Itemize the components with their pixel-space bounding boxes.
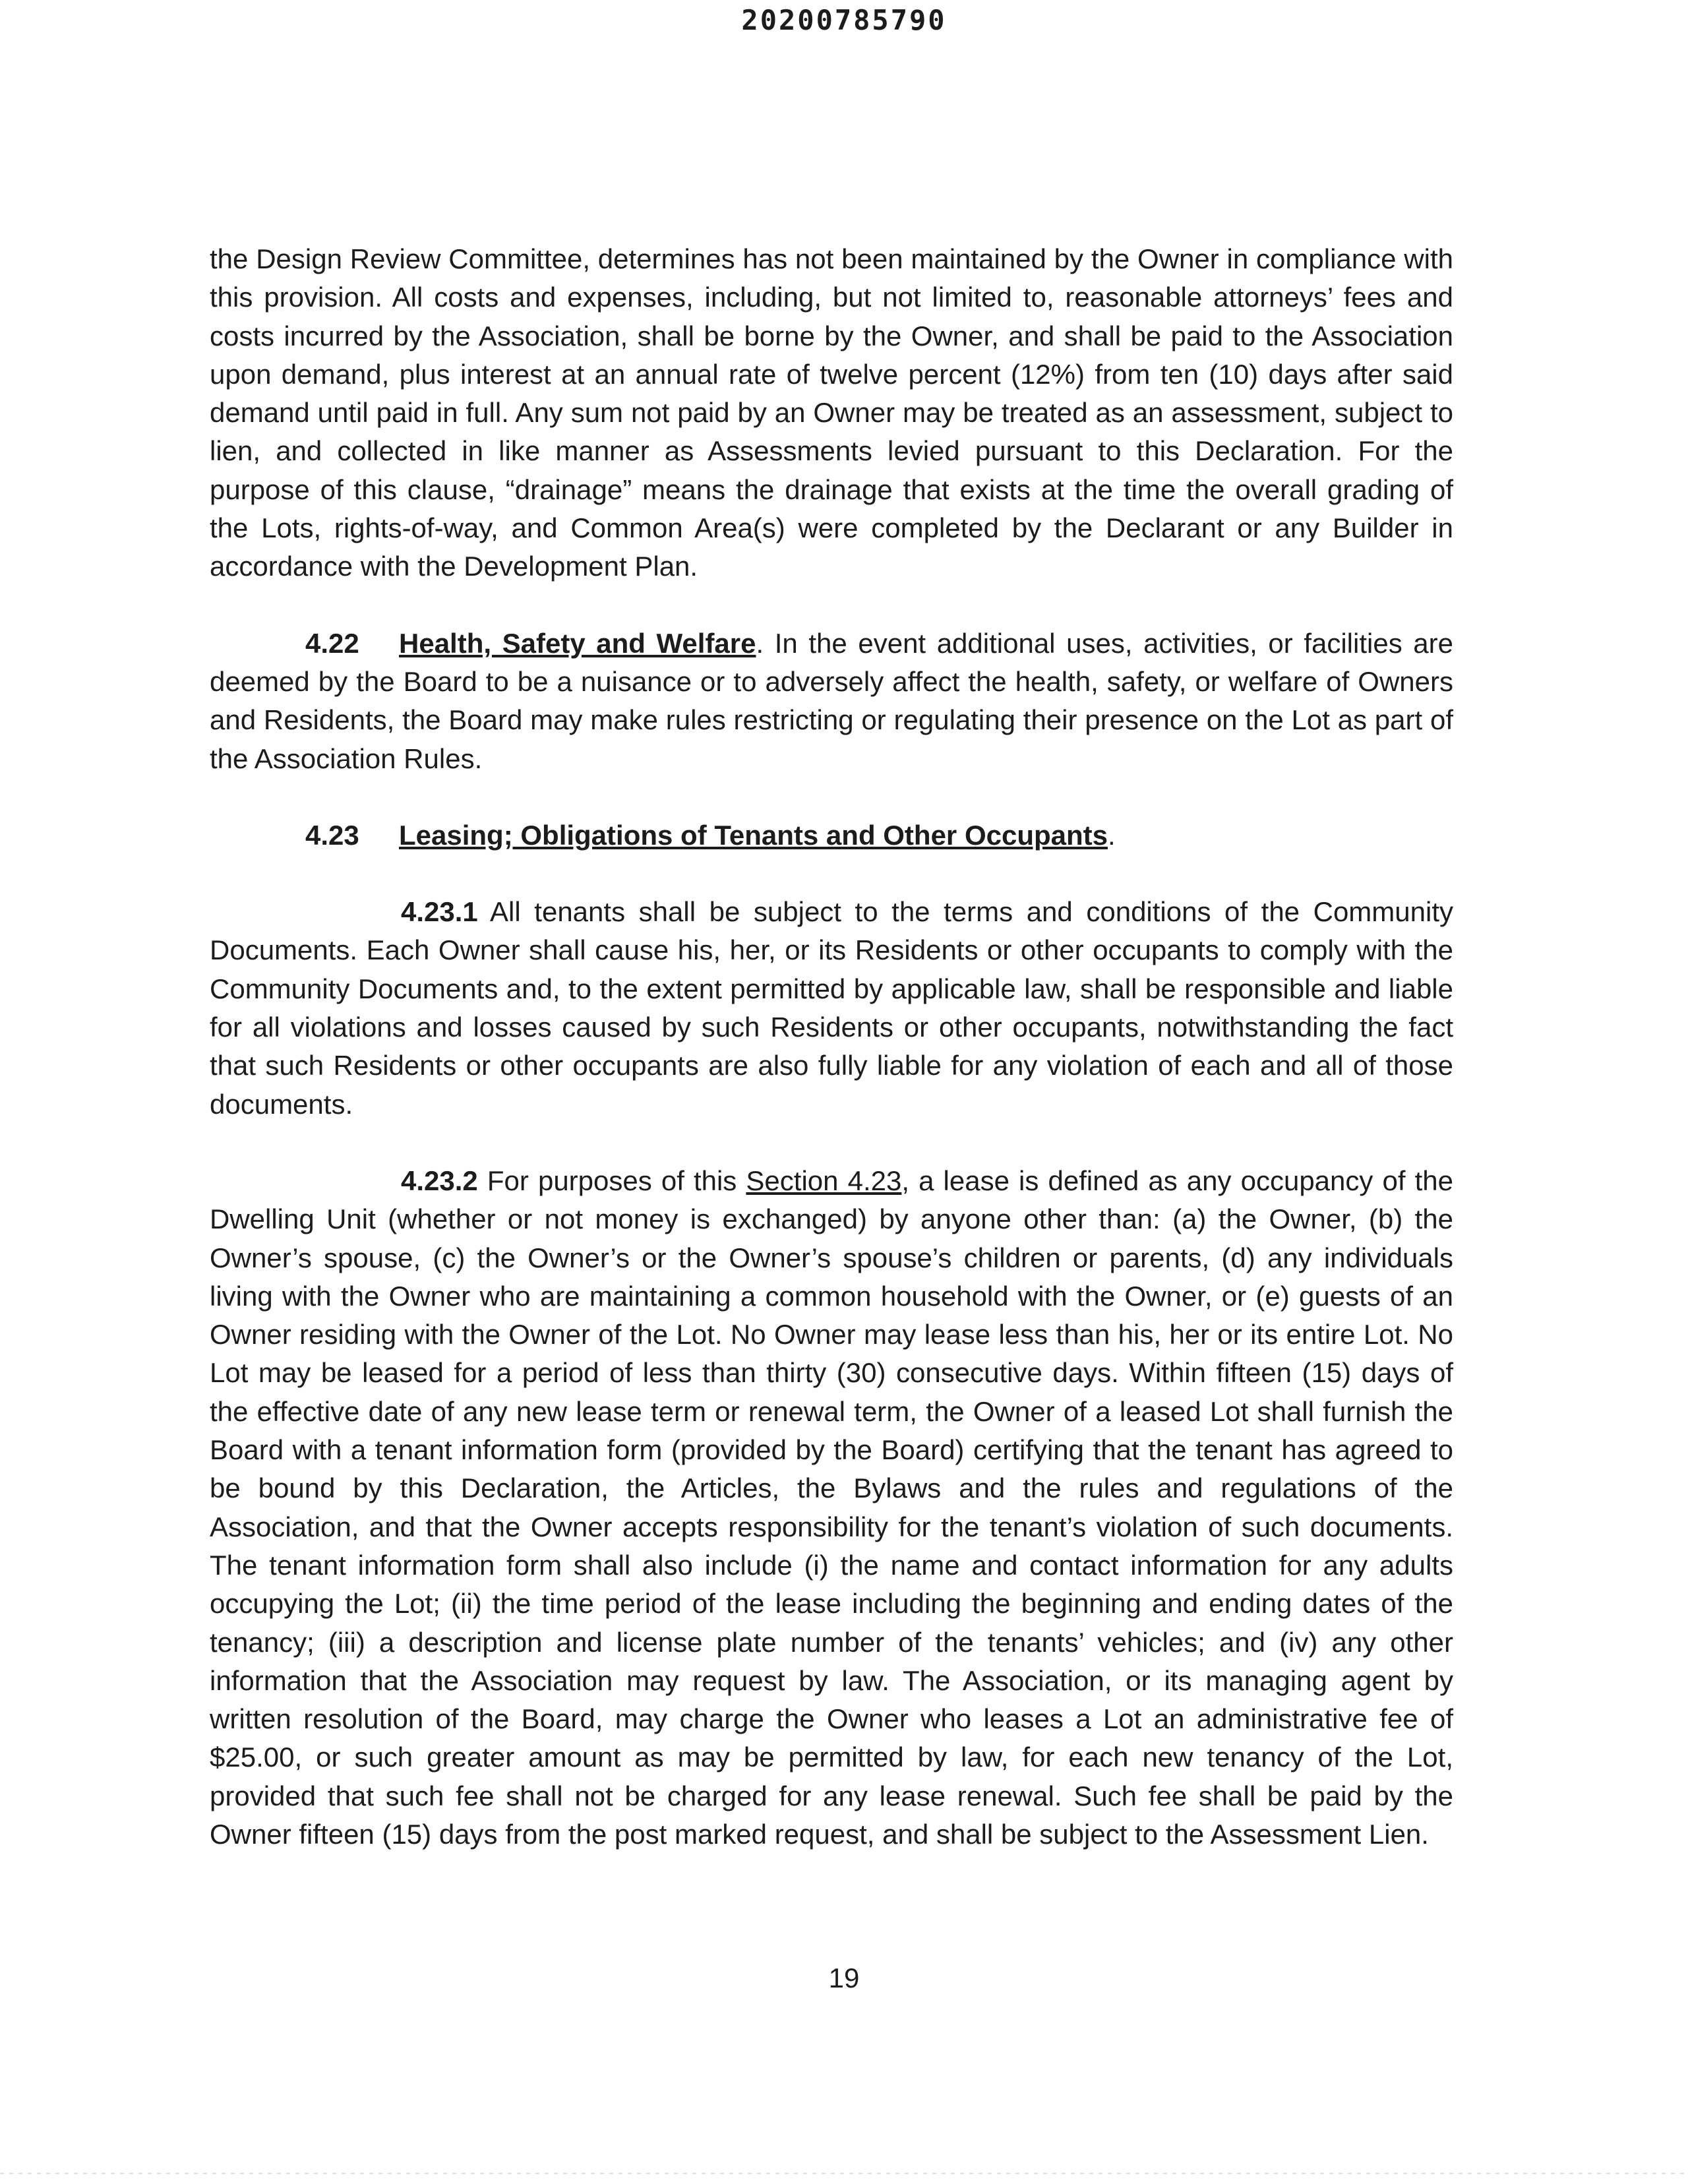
section-title: Leasing; Obligations of Tenants and Other Occupants [399, 819, 1108, 851]
page-body [210, 240, 1453, 1854]
section-4-23 [210, 816, 1453, 855]
subsection-4-23-1 [210, 893, 1453, 1124]
section-body: In the event additional uses, activities, or facilities are deemed by the Board to be a nuisance or to adversely affect the health, safety, or welfare of Owners and Residents, the Board may make rules restricting or regulating their presence on the Lot as part of the Association Rules. [210, 627, 1453, 774]
section-4-22 [210, 624, 1453, 778]
paragraph-drainage [210, 240, 1453, 586]
scan-edge-artifact [0, 2173, 1688, 2174]
subsection-body-start: For purposes of this [477, 1165, 746, 1196]
section-number: 4.22 [305, 627, 359, 659]
section-title: Health, Safety and Welfare [399, 627, 756, 659]
section-title-punct: . [756, 627, 764, 659]
section-reference: Section 4.23 [746, 1165, 902, 1196]
document-number: 20200785790 [741, 4, 947, 36]
section-number: 4.23 [305, 819, 359, 851]
page-number: 19 [828, 1962, 860, 1993]
section-title-punct: . [1108, 819, 1116, 851]
subsection-body: All tenants shall be subject to the terms and conditions of the Community Documents. Each Owner shall cause his, her, or its Residents or other occupants to comply with the Community Documents and, to the extent permitted by applicable law, shall be responsible and liable for all violations and losses caused by such Residents or other occupants, notwithstanding the fact that such Residents or other occupants are also fully liable for any violation of each and all of those documents. [210, 896, 1453, 1120]
paragraph-text: the Design Review Committee, determines has not been maintained by the Owner in compliance with this provision. All costs and expenses, including, but not limited to, reasonable attorneys’ fees and costs incurred by the Association, shall be borne by the Owner, and shall be paid to the Association upon demand, plus interest at an annual rate of twelve percent (12%) from ten (10) days after said demand until paid in full. Any sum not paid by an Owner may be treated as an assessment, subject to lien, and collected in like manner as Assessments levied pursuant to this Declaration. For the purpose of this clause, “drainage” means the drainage that exists at the time the overall grading of the Lots, rights-of-way, and Common Area(s) were completed by the Declarant or any Builder in accordance with the Development Plan. [210, 243, 1453, 582]
subsection-body-rest: , a lease is defined as any occupancy of the Dwelling Unit (whether or not money is exchanged) by anyone other than: (a) the Owner, (b) the Owner’s spouse, (c) the Owner’s or the Owner’s spouse’s children or parents, (d) any individuals living with the Owner who are maintaining a common household with the Owner, or (e) guests of an Owner residing with the Owner of the Lot. No Owner may lease less than his, her or its entire Lot. No Lot may be leased for a period of less than thirty (30) consecutive days. Within fifteen (15) days of the effective date of any new lease term or renewal term, the Owner of a leased Lot shall furnish the Board with a tenant information form (provided by the Board) certifying that the tenant has agreed to be bound by this Declaration, the Articles, the Bylaws and the rules and regulations of the Association, and that the Owner accepts responsibility for the tenant’s violation of such documents. The tenant information form shall also include (i) the name and contact information for any adults occupying the Lot; (ii) the time period of the lease including the beginning and ending dates of the tenancy; (iii) a description and license plate number of the tenants’ vehicles; and (iv) any other information that the Association may request by law. The Association, or its managing agent by written resolution of the Board, may charge the Owner who leases a Lot an administrative fee of $25.00, or such greater amount as may be permitted by law, for each new tenancy of the Lot, provided that such fee shall not be charged for any lease renewal. Such fee shall be paid by the Owner fifteen (15) days from the post marked request, and shall be subject to the Assessment Lien. [210, 1165, 1453, 1850]
subsection-number: 4.23.2 [401, 1165, 478, 1196]
subsection-number: 4.23.1 [401, 896, 478, 928]
subsection-4-23-2 [210, 1162, 1453, 1854]
